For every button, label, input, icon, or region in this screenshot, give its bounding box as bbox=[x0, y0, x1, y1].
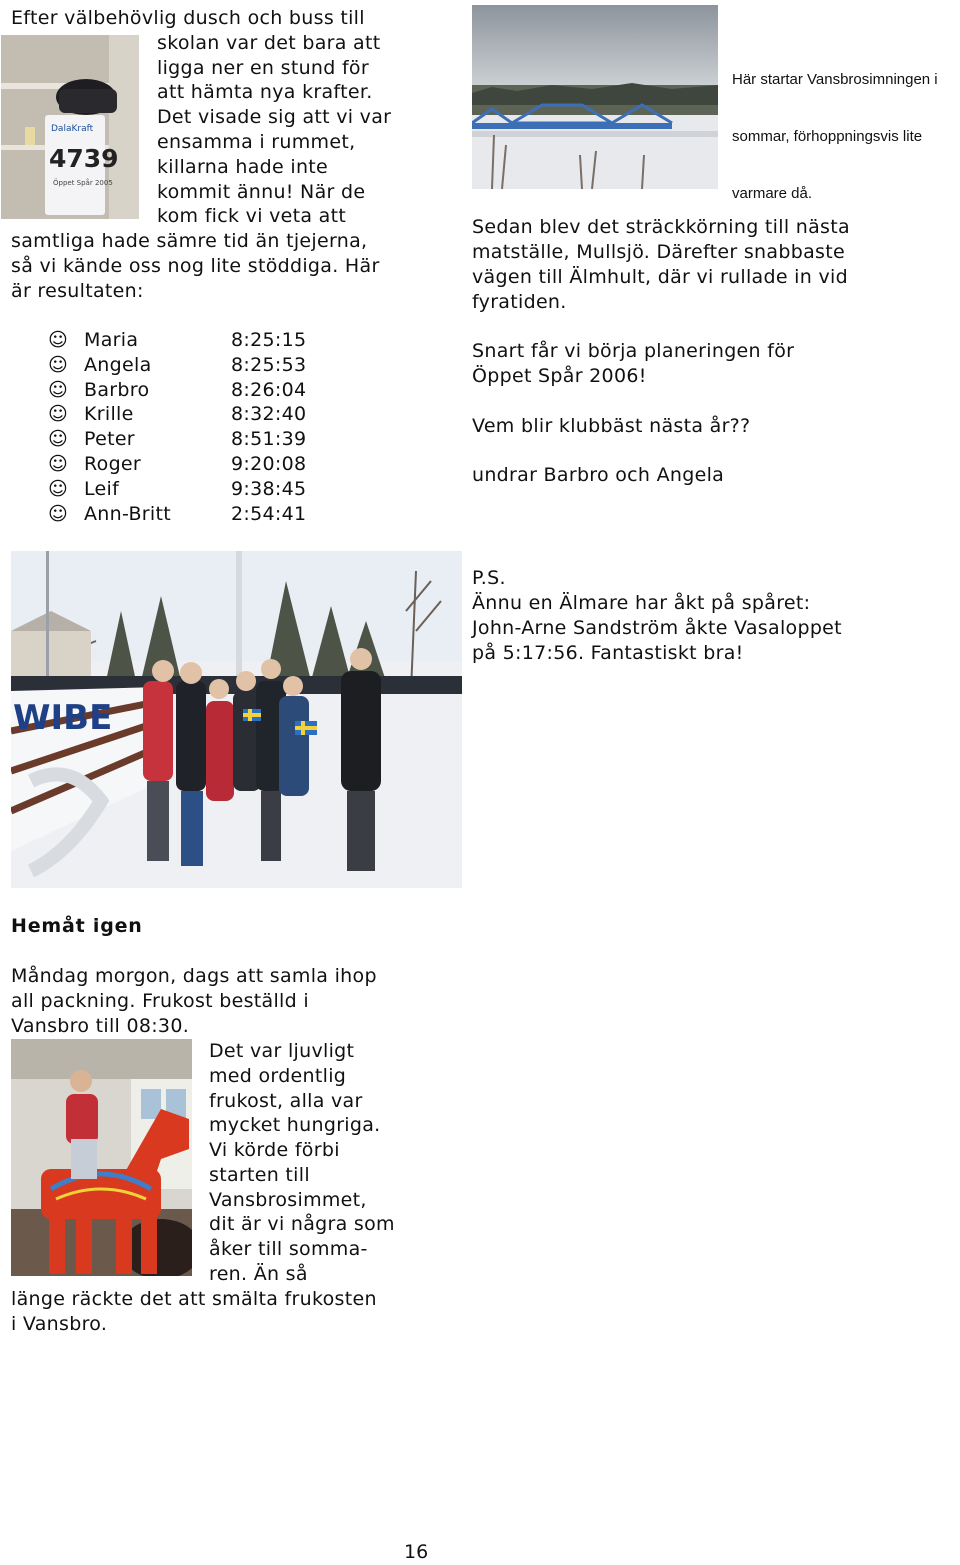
caption-line: Här startar Vansbrosimningen i bbox=[732, 71, 938, 88]
text-line: Sedan blev det sträckkörning till nästa bbox=[472, 216, 850, 238]
intro-text-line: Det visade sig att vi var bbox=[157, 106, 392, 128]
text-line: fyratiden. bbox=[472, 291, 567, 313]
skier-name: Leif bbox=[84, 477, 120, 500]
intro-text-line: killarna hade inte bbox=[157, 156, 329, 178]
text-line: mycket hungriga. bbox=[209, 1114, 381, 1136]
caption-line: varmare då. bbox=[732, 185, 813, 202]
skier-name: Peter bbox=[84, 428, 135, 451]
intro-text-line: skolan var det bara att bbox=[157, 32, 381, 54]
ps-line: Ännu en Älmare har åkt på spåret: bbox=[472, 592, 811, 614]
bib-number: 4739 bbox=[49, 144, 119, 173]
result-row bbox=[48, 477, 348, 502]
smiley-icon: ☺ bbox=[48, 477, 69, 500]
page-number: 16 bbox=[404, 1541, 429, 1563]
text-line: Det var ljuvligt bbox=[209, 1040, 355, 1062]
skier-name: Maria bbox=[84, 329, 139, 351]
skier-name: Barbro bbox=[84, 378, 150, 401]
smiley-icon: ☺ bbox=[48, 403, 69, 426]
text-line: Vansbro till 08:30. bbox=[11, 1015, 190, 1037]
intro-text-line: ligga ner en stund för bbox=[157, 57, 369, 79]
text-line: med ordentlig bbox=[209, 1065, 347, 1087]
finish-time: 8:26:04 bbox=[231, 378, 307, 401]
results-list bbox=[48, 328, 348, 526]
skier-name: Angela bbox=[84, 353, 152, 376]
finish-time: 9:20:08 bbox=[231, 452, 307, 475]
finish-time: 8:25:15 bbox=[231, 329, 307, 351]
result-row bbox=[48, 502, 348, 527]
text-line: Snart får vi börja planeringen för bbox=[472, 340, 795, 362]
text-line: åker till somma- bbox=[209, 1238, 368, 1260]
text-line: starten till bbox=[209, 1164, 310, 1186]
ps-line: P.S. bbox=[472, 567, 506, 589]
caption-line: sommar, förhoppningsvis lite bbox=[732, 128, 923, 145]
smiley-icon: ☺ bbox=[48, 452, 69, 475]
intro-text-line: ensamma i rummet, bbox=[157, 131, 356, 153]
intro-text-line: kom fick vi veta att bbox=[157, 205, 347, 227]
skier-name: Ann-Britt bbox=[84, 502, 171, 525]
result-row bbox=[48, 452, 348, 477]
skier-name: Roger bbox=[84, 452, 142, 475]
text-line: dit är vi några som bbox=[209, 1213, 395, 1235]
intro-text-line: kommit ännu! När de bbox=[157, 181, 366, 203]
group-photo bbox=[11, 551, 462, 888]
skier-name: Krille bbox=[84, 403, 134, 426]
result-row bbox=[48, 353, 348, 378]
result-row bbox=[48, 402, 348, 427]
text-line: Vem blir klubbäst nästa år?? bbox=[472, 415, 751, 437]
text-line: all packning. Frukost beställd i bbox=[11, 990, 309, 1012]
intro-text-line: att hämta nya krafter. bbox=[157, 81, 373, 103]
result-row bbox=[48, 328, 348, 353]
text-line: frukost, alla var bbox=[209, 1090, 363, 1112]
dala-horse-photo bbox=[11, 1039, 192, 1276]
intro-text-line: samtliga hade sämre tid än tjejerna, bbox=[11, 230, 368, 252]
intro-line: Efter välbehövlig dusch och buss till bbox=[11, 7, 365, 29]
smiley-icon: ☺ bbox=[48, 353, 69, 376]
text-line: Vansbrosimmet, bbox=[209, 1189, 367, 1211]
intro-text-line: är resultaten: bbox=[11, 280, 144, 302]
ps-line: på 5:17:56. Fantastiskt bra! bbox=[472, 642, 744, 664]
text-line: matställe, Mullsjö. Därefter snabbaste bbox=[472, 241, 845, 263]
bridge-photo bbox=[472, 5, 718, 189]
smiley-icon: ☺ bbox=[48, 378, 69, 401]
text-line: vägen till Älmhult, där vi rullade in vid bbox=[472, 266, 848, 288]
finish-time: 9:38:45 bbox=[231, 477, 307, 500]
intro-text-line: så vi kände oss nog lite stöddiga. Här bbox=[11, 255, 380, 277]
section-heading: Hemåt igen bbox=[11, 915, 143, 937]
bib-subtitle: Öppet Spår 2005 bbox=[53, 179, 113, 187]
result-row bbox=[48, 378, 348, 403]
text-line: undrar Barbro och Angela bbox=[472, 464, 725, 486]
text-line: länge räckte det att smälta frukosten bbox=[11, 1288, 377, 1310]
text-line: Vi körde förbi bbox=[209, 1139, 340, 1161]
bib-photo bbox=[1, 35, 139, 219]
result-row bbox=[48, 427, 348, 452]
smiley-icon: ☺ bbox=[48, 502, 69, 525]
smiley-icon: ☺ bbox=[48, 329, 69, 351]
text-line: ren. Än så bbox=[209, 1263, 308, 1285]
bridge-caption bbox=[732, 32, 938, 222]
smiley-icon: ☺ bbox=[48, 428, 69, 451]
text-line: i Vansbro. bbox=[11, 1313, 108, 1335]
text-line: Öppet Spår 2006! bbox=[472, 365, 647, 387]
ps-line: John-Arne Sandström åkte Vasaloppet bbox=[472, 617, 842, 639]
finish-time: 8:32:40 bbox=[231, 403, 307, 426]
finish-time: 2:54:41 bbox=[231, 502, 307, 525]
finish-time: 8:51:39 bbox=[231, 428, 307, 451]
bib-brand: DalaKraft bbox=[51, 124, 94, 134]
banner-text: WIBE bbox=[13, 698, 113, 738]
finish-time: 8:25:53 bbox=[231, 353, 307, 376]
text-line: Måndag morgon, dags att samla ihop bbox=[11, 965, 377, 987]
